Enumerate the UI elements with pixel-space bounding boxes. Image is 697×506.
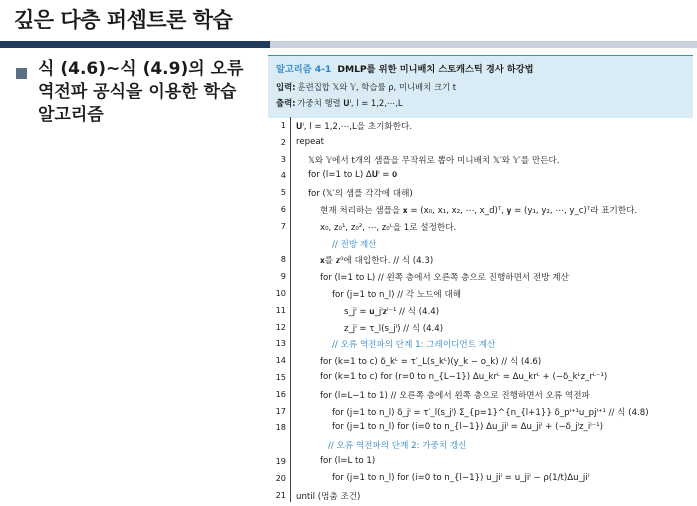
algorithm-box (268, 55, 693, 504)
line-text: 𝐔ˡ, l = 1,2,⋯,L을 초기화한다. (296, 122, 413, 132)
line-text: until (멈춤 조건) (296, 491, 361, 502)
output-label: 출력: (276, 98, 296, 108)
line-number: 12 (275, 321, 286, 332)
line-number: 13 (275, 338, 286, 349)
line-text: for (k=1 to c) for (r=0 to n_{L−1}) Δu_krᴸ = Δu_krᴸ + (−δ_kᴸz_rᴸ⁻¹) (320, 372, 608, 382)
line-text: for (j=1 to n_l) for (i=0 to n_{l−1}) Δu_jiˡ = Δu_jiˡ + (−δ_jˡz_iˡ⁻¹) (332, 422, 603, 433)
algorithm-number: 알고리즘 4-1 (276, 64, 332, 75)
line-number: 10 (275, 288, 286, 298)
line-text: for (j=1 to n_l) // 각 노드에 대해 (332, 290, 462, 300)
line-text: s_jˡ = 𝐮_jˡ𝐳ˡ⁻¹ // 식 (4.4) (344, 306, 440, 317)
line-number: 18 (275, 422, 286, 433)
bullet-square (16, 68, 27, 79)
line-number: 16 (275, 388, 286, 399)
line-number: 5 (280, 187, 286, 198)
line-text: 𝐱를 𝐳⁰에 대입한다. // 식 (4.3) (320, 256, 434, 267)
line-number: 1 (280, 120, 286, 130)
algorithm-output (276, 97, 403, 109)
line-number: 20 (275, 472, 286, 483)
line-number: 6 (280, 204, 286, 214)
line-number: 14 (275, 355, 286, 366)
algorithm-title (276, 61, 534, 75)
line-number: 4 (280, 170, 286, 181)
slide-title: 깊은 다층 퍼셉트론 학습 (14, 8, 233, 32)
line-text: for (l=L−1 to 1) // 오른쪽 층에서 왼쪽 층으로 진행하면서 오류 역전파 (320, 390, 590, 401)
line-text: repeat (296, 136, 325, 147)
line-text: 현재 처리하는 샘플을 𝐱 = (x₀, x₁, x₂, ⋯, x_d)ᵀ, 𝐲 = (y₁, y₂, ⋯, y_c)ᵀ라 표기한다. (320, 206, 638, 216)
line-text: // 전방 계산 (332, 239, 377, 250)
line-text: x₀, z₀¹, z₀², ⋯, z₀ᴸ을 1로 설정한다. (320, 222, 457, 233)
line-number: 2 (280, 136, 286, 147)
bullet-text: 식 (4.6)~식 (4.9)의 오류 역전파 공식을 이용한 학습 알고리즘 (38, 59, 244, 125)
line-text: for (l=L to 1) (320, 456, 376, 466)
line-text: for (j=1 to n_l) for (i=0 to n_{l−1}) u_jiˡ = u_jiˡ − ρ(1/t)Δu_jiˡ (332, 472, 590, 483)
algorithm-input (276, 81, 456, 93)
algorithm-header (268, 55, 693, 118)
title-underline-light (270, 41, 697, 48)
line-text: // 오류 역전파의 단계 2: 가중치 갱신 (328, 441, 467, 452)
line-number: 7 (280, 220, 286, 231)
line-number: 11 (275, 304, 286, 315)
line-text: 𝕏와 𝕐에서 t개의 샘플을 무작위로 뽑아 미니배치 𝕏′와 𝕐′를 만든다. (308, 155, 560, 166)
line-number: 3 (280, 153, 286, 164)
input-label: 입력: (276, 82, 296, 92)
line-text: for (𝕏′의 샘플 각각에 대해) (308, 189, 413, 200)
line-number: 19 (275, 456, 286, 466)
input-text: 훈련집합 𝕏와 𝕐, 학습률 ρ, 미니배치 크기 t (297, 82, 457, 92)
line-number: 17 (275, 405, 286, 416)
title-underline-dark (0, 41, 270, 48)
line-number: 8 (280, 254, 286, 265)
line-number: 9 (280, 271, 286, 282)
output-text: 가중치 행렬 𝐔ˡ, l = 1,2,⋯,L (297, 98, 403, 108)
line-text: // 오류 역전파의 단계 1: 그레이디언트 계산 (332, 340, 496, 351)
algorithm-line (268, 487, 693, 506)
line-text: for (l=1 to L) Δ𝐔ˡ = 𝟎 (308, 170, 398, 181)
line-text: for (j=1 to n_l) δ_jˡ = τ′_l(s_jˡ) Σ_{p=1}^{n_{l+1}} δ_pˡ⁺¹u_pjˡ⁺¹ // 식 (4.8) (332, 407, 649, 418)
line-number: 21 (275, 489, 286, 500)
line-text: z_jˡ = τ_l(s_jˡ) // 식 (4.4) (344, 323, 444, 334)
line-text: for (k=1 to c) δ_kᴸ = τ′_L(s_kᴸ)(y_k − o_k) // 식 (4.6) (320, 357, 542, 368)
algorithm-name: DMLP를 위한 미니배치 스토캐스틱 경사 하강법 (337, 64, 534, 75)
line-number: 15 (275, 372, 286, 382)
line-text: for (l=1 to L) // 왼쪽 층에서 오른쪽 층으로 진행하면서 전방 계산 (320, 273, 569, 284)
